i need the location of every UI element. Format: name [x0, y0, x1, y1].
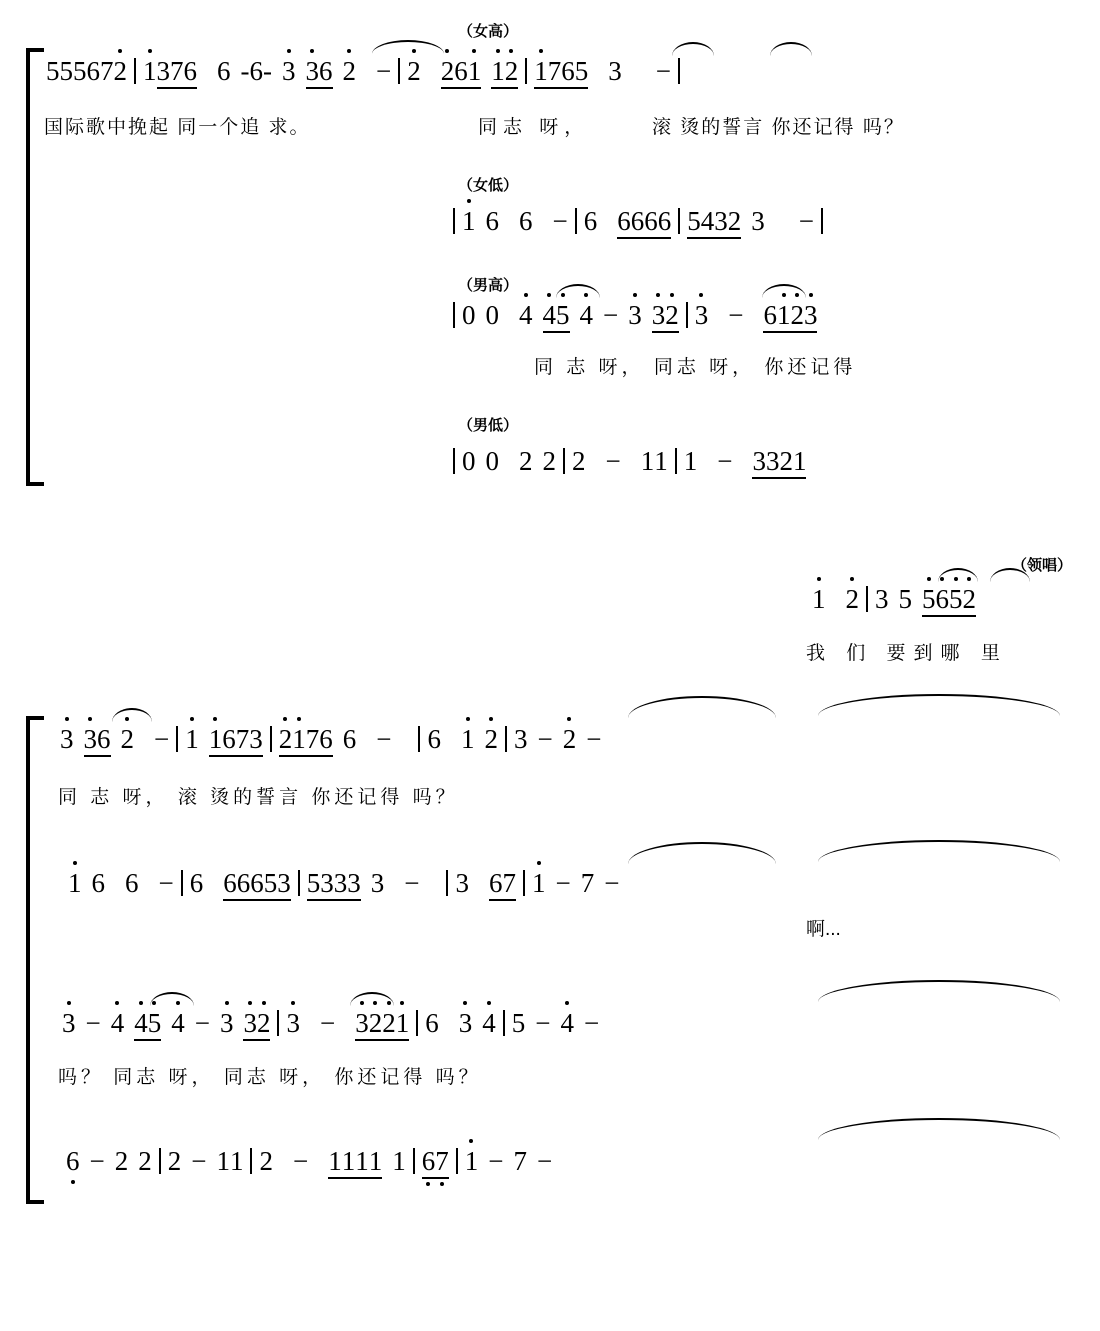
lyrics-tenor-1: 同 志 呀， 同志 呀， 你还记得 [534, 357, 857, 378]
slur [628, 696, 776, 718]
stave-bass-2: 6 − 2 2 2 − 11 2 − 1111 1 67 1 − 7 − [66, 1148, 552, 1179]
part-label-lead: （领唱） [1012, 557, 1073, 574]
stave-bass-1: 0 0 2 2 2 − 11 1 − 3321 [446, 448, 806, 479]
slur [150, 992, 194, 1006]
lyrics-lead-2: 我 们 要到哪 里 [806, 643, 1008, 664]
system-brace-1 [26, 48, 44, 486]
slur [770, 42, 812, 56]
slur [372, 40, 444, 54]
stave-soprano-2: 3 36 2 − 1 1673 2176 6 − 6 1 2 3 − 2 − [60, 726, 601, 757]
part-label-soprano-1: （女高） [458, 23, 519, 40]
part-label-tenor-1: （男高） [458, 277, 519, 294]
lyrics-tenor-2: 吗？ 同志 呀， 同志 呀， 你还记得 吗？ [58, 1067, 482, 1088]
slur [818, 980, 1060, 1002]
part-label-alto-1: （女低） [458, 177, 519, 194]
slur [818, 694, 1060, 716]
lyrics-alto-2: 啊... [806, 919, 841, 940]
stave-tenor-2: 3 − 4 45 4 − 3 32 3 − 3221 6 3 4 5 − 4 − [62, 1010, 599, 1041]
stave-tenor-1: 0 0 4 45 4 − 3 32 3 − 6123 [446, 302, 817, 333]
lyrics-soprano-1c: 滚 烫的誓言 你还记得 吗？ [652, 117, 905, 138]
lyrics-soprano-2: 同 志 呀， 滚 烫的誓言 你还记得 吗？ [58, 787, 459, 808]
system-brace-2 [26, 716, 44, 1204]
slur [628, 842, 776, 864]
slur [762, 284, 806, 298]
slur [818, 840, 1060, 862]
lyrics-soprano-1b: 同志 呀， [478, 117, 590, 138]
lyrics-soprano-1a: 国际歌中挽起 同一个追 求。 [44, 117, 311, 138]
stave-alto-2: 1 6 6 − 6 66653 5333 3 − 3 67 1 − 7 − [68, 870, 619, 901]
slur [938, 568, 978, 582]
part-label-bass-1: （男低） [458, 417, 519, 434]
slur [818, 1118, 1060, 1140]
slur [112, 708, 152, 722]
stave-alto-1: 1 6 6 − 6 6666 5432 3 − [446, 208, 830, 239]
slur [556, 284, 600, 298]
stave-soprano-1: 555672 1376 6 -6- 3 36 2 − 2 261 12 1765 3 − [46, 58, 687, 89]
slur [350, 992, 394, 1006]
stave-lead-2: 1 2 3 5 5652 [812, 586, 976, 617]
slur [672, 42, 714, 56]
